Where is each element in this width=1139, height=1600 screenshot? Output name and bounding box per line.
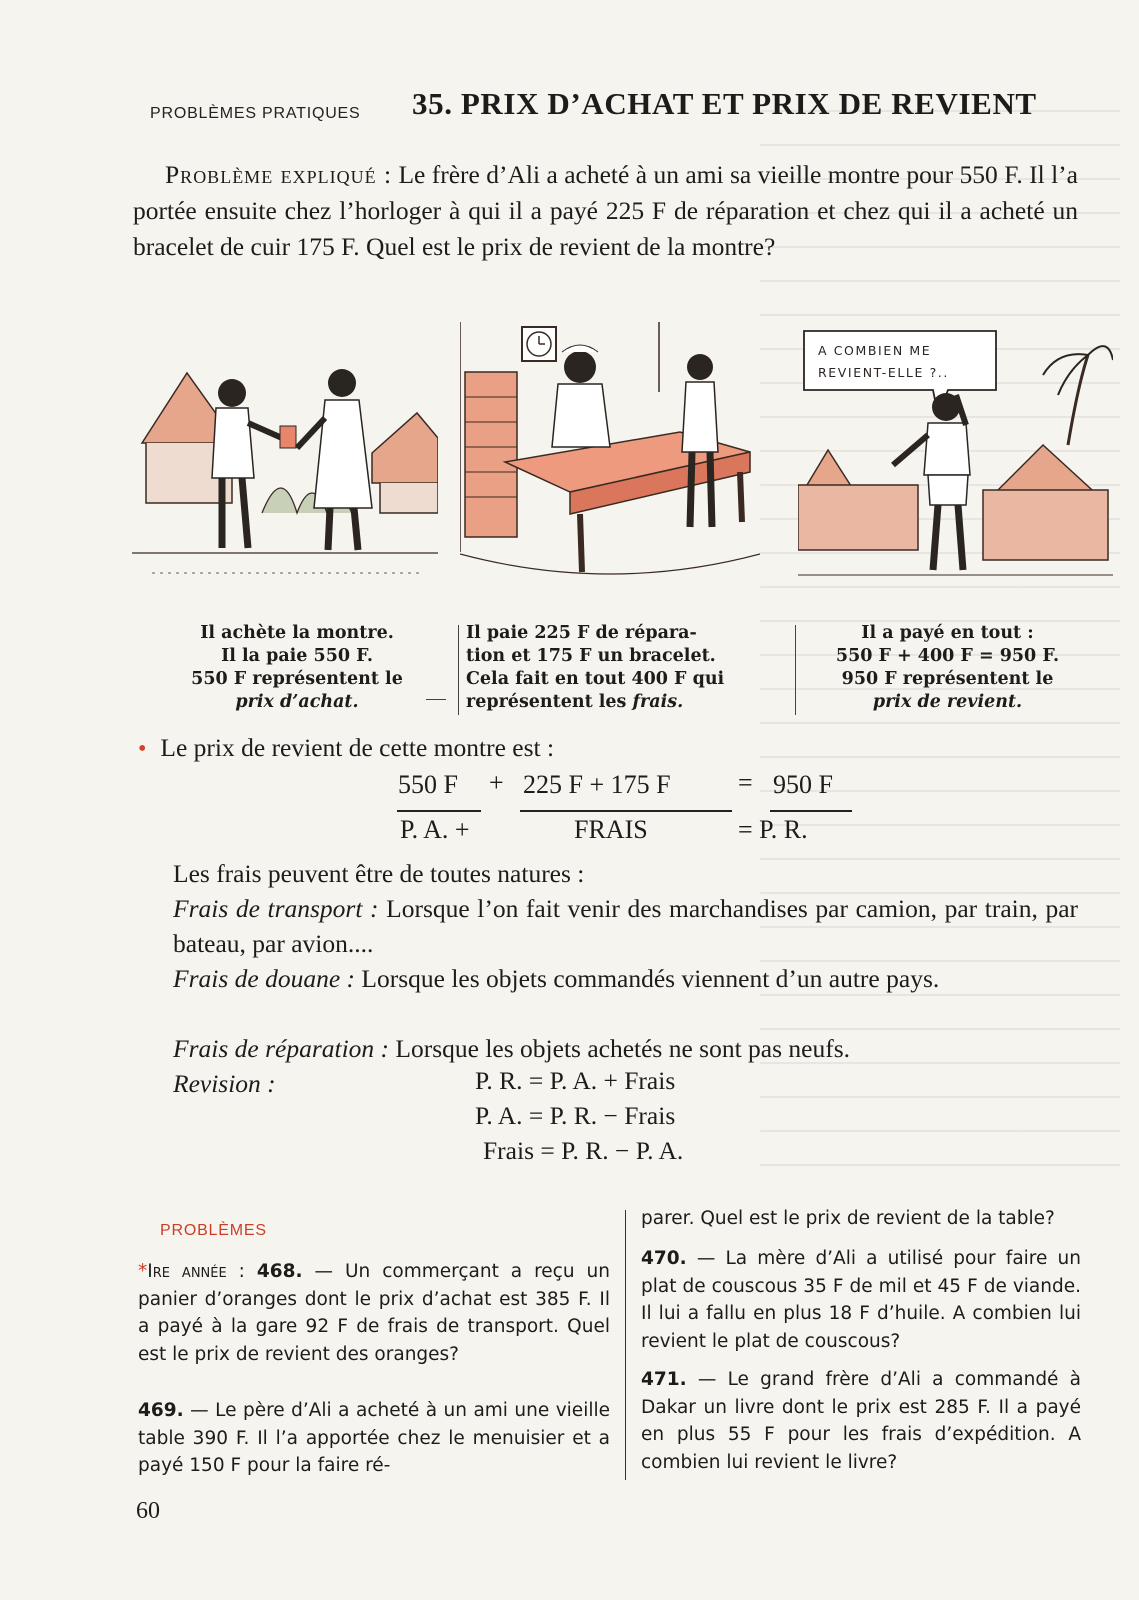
caption-1-line-2: Il la paie 550 F. [221,646,373,666]
frais-transport-label: Frais de transport : [173,894,379,923]
frais-reparation-text: Lorsque les objets achetés ne sont pas neufs. [389,1034,851,1063]
frais-transport [133,891,1078,961]
problem-468 [138,1258,610,1368]
caption-separator-2 [795,625,796,715]
illustration-prix-de-revient [798,325,1113,600]
column-divider [625,1210,626,1480]
caption-1-line-3: 550 F représentent le [191,669,403,689]
statement-text: Le prix de revient de cette montre est : [160,733,555,762]
problems-heading: PROBLÈMES [160,1222,267,1239]
caption-3-line-3: 950 F représentent le [841,669,1054,689]
problem-471-number: 471. [641,1369,687,1390]
revision-label: Revision : [173,1069,276,1098]
page-title: 35. PRIX D’ACHAT ET PRIX DE REVIENT [412,86,1037,121]
problem-469 [138,1397,610,1480]
problem-469-number: 469. [138,1400,184,1421]
caption-2-line-4: représentent les [466,692,633,712]
frais-douane [133,961,1078,996]
problem-471-text: — Le grand frère d’Ali a commandé à Dakar un livre dont le prix est 285 F. Il a payé en plus 55 F pour les frais d’expédition. A combien lui revient le livre? [641,1369,1081,1473]
caption-2-line-4-italic: frais. [632,692,684,712]
frais-douane-label: Frais de douane : [173,964,356,993]
frais-intro: Les frais peuvent être de toutes natures : [173,859,585,888]
formula-pa: P. A. = P. R. − Frais [475,1101,676,1130]
page-number: 60 [136,1498,160,1524]
frais-douane-text: Lorsque les objets commandés viennent d’un autre pays. [355,964,940,993]
statement-line [138,733,554,763]
equation-bar-pa [397,810,481,812]
problem-470 [641,1245,1081,1355]
caption-3-line-1: Il a payé en tout : [861,623,1034,643]
problem-471 [641,1366,1081,1476]
caption-separator-1 [458,625,459,715]
problem-468-text: — Un commerçant a reçu un panier d’oranges dont le prix d’achat est 385 F. Il a payé à la gare 92 F de frais de transport. Quel est le prix de revient des oranges? [138,1261,611,1365]
caption-1-line-4: prix d’achat. [235,692,359,712]
speech-bubble-line2: REVIENT-ELLE ?.. [818,365,949,380]
illustration-buying-watch [132,338,438,593]
illustration-watchmaker [460,322,760,588]
year-label: Ire année : [147,1261,245,1282]
caption-buying-watch [172,622,422,714]
frais-transport-text: Lorsque l’on fait venir des marchandises par camion, par train, par bateau, par avion.... [173,894,1078,958]
explained-problem-label: Problème expliqué : [165,160,393,189]
caption-2-line-3: Cela fait en tout 400 F qui [466,669,725,689]
frais-reparation [133,1031,1078,1066]
caption-watchmaker [466,622,786,714]
problem-469-continued: parer. Quel est le prix de revient de la table? [641,1208,1055,1229]
problem-470-text: — La mère d’Ali a utilisé pour faire un plat de couscous 35 F de mil et 45 F de viande. Il lui a fallu en plus 18 F d’huile. A combien lui revient le plat de couscous? [641,1248,1081,1352]
equation-label-frais: FRAIS [574,815,648,844]
problem-468-number: 468. [256,1261,303,1282]
caption-2-line-1: Il paie 225 F de répara- [466,623,697,643]
formula-pr: P. R. = P. A. + Frais [475,1066,676,1095]
caption-3-line-4: prix de revient. [872,692,1023,712]
speech-bubble-line1: A COMBIEN ME [818,343,932,358]
equation-bar-pr [770,810,852,812]
equation-plus: + [489,768,504,797]
caption-2-line-2: tion et 175 F un bracelet. [466,646,716,666]
star-icon: * [138,1261,148,1282]
section-header: PROBLÈMES PRATIQUES [150,105,361,122]
explained-problem [133,157,1078,265]
equation-c: 950 F [773,770,833,799]
explained-problem-text: Le frère d’Ali a acheté à un ami sa vieille montre pour 550 F. Il l’a portée ensuite chez l’horloger à qui il a payé 225 F de réparation et chez qui il a acheté un bracelet de cuir 175 F. Quel est le prix de revient de la montre? [133,160,1078,261]
caption-prix-de-revient [805,622,1090,714]
bullet-icon: • [138,736,147,762]
equation-b: 225 F + 175 F [523,770,671,799]
problem-470-number: 470. [641,1248,687,1269]
equation-label-pr: = P. R. [738,815,808,844]
caption-1-line-1: Il achète la montre. [200,623,394,643]
caption-3-line-2: 550 F + 400 F = 950 F. [835,646,1060,666]
caption-dash [426,699,446,700]
problem-469-text: — Le père d’Ali a acheté à un ami une vieille table 390 F. Il l’a apportée chez le menuisier et a payé 150 F pour la faire ré- [138,1400,610,1476]
equation-equals: = [738,768,753,797]
frais-reparation-label: Frais de réparation : [173,1034,390,1063]
equation-bar-frais [520,810,732,812]
equation-label-pa: P. A. + [400,815,470,844]
formula-frais: Frais = P. R. − P. A. [483,1136,684,1165]
equation-a: 550 F [398,770,458,799]
